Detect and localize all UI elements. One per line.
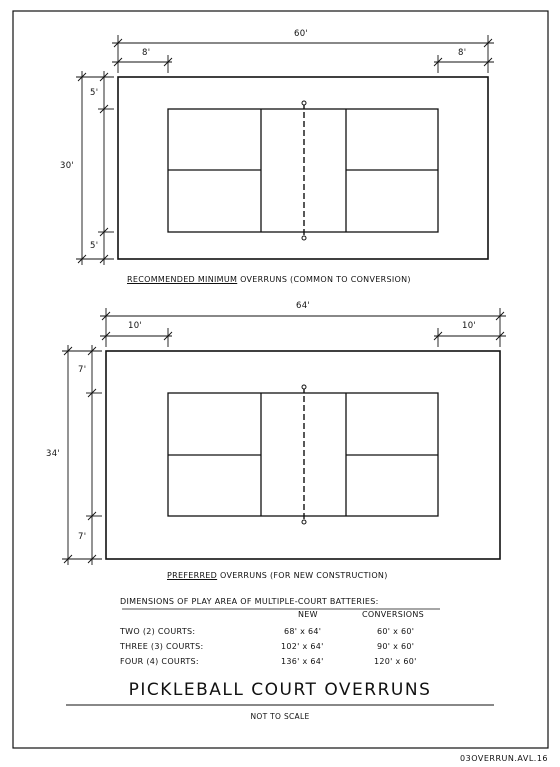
court <box>168 393 438 516</box>
sheet-id: 03OVERRUN.AVL.16 <box>460 754 548 763</box>
net-post-icon <box>302 236 306 240</box>
caption-text: OVERRUNS (COMMON TO CONVERSION) <box>237 275 411 284</box>
drawing-title: PICKLEBALL COURT OVERRUNS <box>128 680 432 700</box>
dim-label-side-left: 10' <box>128 321 143 331</box>
dimension-overall <box>100 308 506 347</box>
court <box>168 109 438 232</box>
dim-label-side-right: 8' <box>458 48 467 58</box>
caption-text: OVERRUNS (FOR NEW CONSTRUCTION) <box>217 571 388 580</box>
dimension-side <box>100 328 506 347</box>
dim-label-overall: 60' <box>294 29 309 39</box>
caption-emphasis: PREFERRED <box>167 571 218 580</box>
table-row-label: THREE (3) COURTS: <box>120 642 204 651</box>
table-row-new: 136' x 64' <box>281 657 324 666</box>
table-row-new: 68' x 64' <box>284 627 322 636</box>
dimension-overall <box>112 35 494 73</box>
drawing-scale-note: NOT TO SCALE <box>250 712 310 721</box>
net-post-icon <box>302 385 306 389</box>
table-col-conversions: CONVERSIONS <box>362 610 425 619</box>
net-post-icon <box>302 101 306 105</box>
caption-minimum-overruns <box>127 276 411 284</box>
overrun-boundary <box>106 351 500 559</box>
diagram-preferred-overruns <box>62 308 506 565</box>
table-col-new: NEW <box>298 610 318 619</box>
dimension-side <box>112 55 494 73</box>
caption-preferred-overruns <box>167 572 388 580</box>
sheet-border <box>13 11 548 748</box>
diagram-minimum-overruns <box>76 35 494 265</box>
table-row-new: 102' x 64' <box>281 642 324 651</box>
dim-label-width: 34' <box>46 449 61 459</box>
table-heading: DIMENSIONS OF PLAY AREA OF MULTIPLE-COURT BATTERIES: <box>120 597 379 606</box>
table-row-conv: 60' x 60' <box>377 627 415 636</box>
net-post-icon <box>302 520 306 524</box>
dim-label-width: 30' <box>60 161 75 171</box>
dim-label-end-bottom: 5' <box>90 241 99 251</box>
dim-label-overall: 64' <box>296 301 311 311</box>
table-row-conv: 120' x 60' <box>374 657 417 666</box>
table-row-label: TWO (2) COURTS: <box>120 627 196 636</box>
dim-label-side-right: 10' <box>462 321 477 331</box>
dimension-width <box>76 71 114 265</box>
dim-label-end-top: 7' <box>78 365 87 375</box>
table-row-label: FOUR (4) COURTS: <box>120 657 199 666</box>
caption-emphasis: RECOMMENDED MINIMUM <box>127 275 238 284</box>
dim-label-end-bottom: 7' <box>78 532 87 542</box>
table-row-conv: 90' x 60' <box>377 642 415 651</box>
dim-label-end-top: 5' <box>90 88 99 98</box>
dim-label-side-left: 8' <box>142 48 151 58</box>
